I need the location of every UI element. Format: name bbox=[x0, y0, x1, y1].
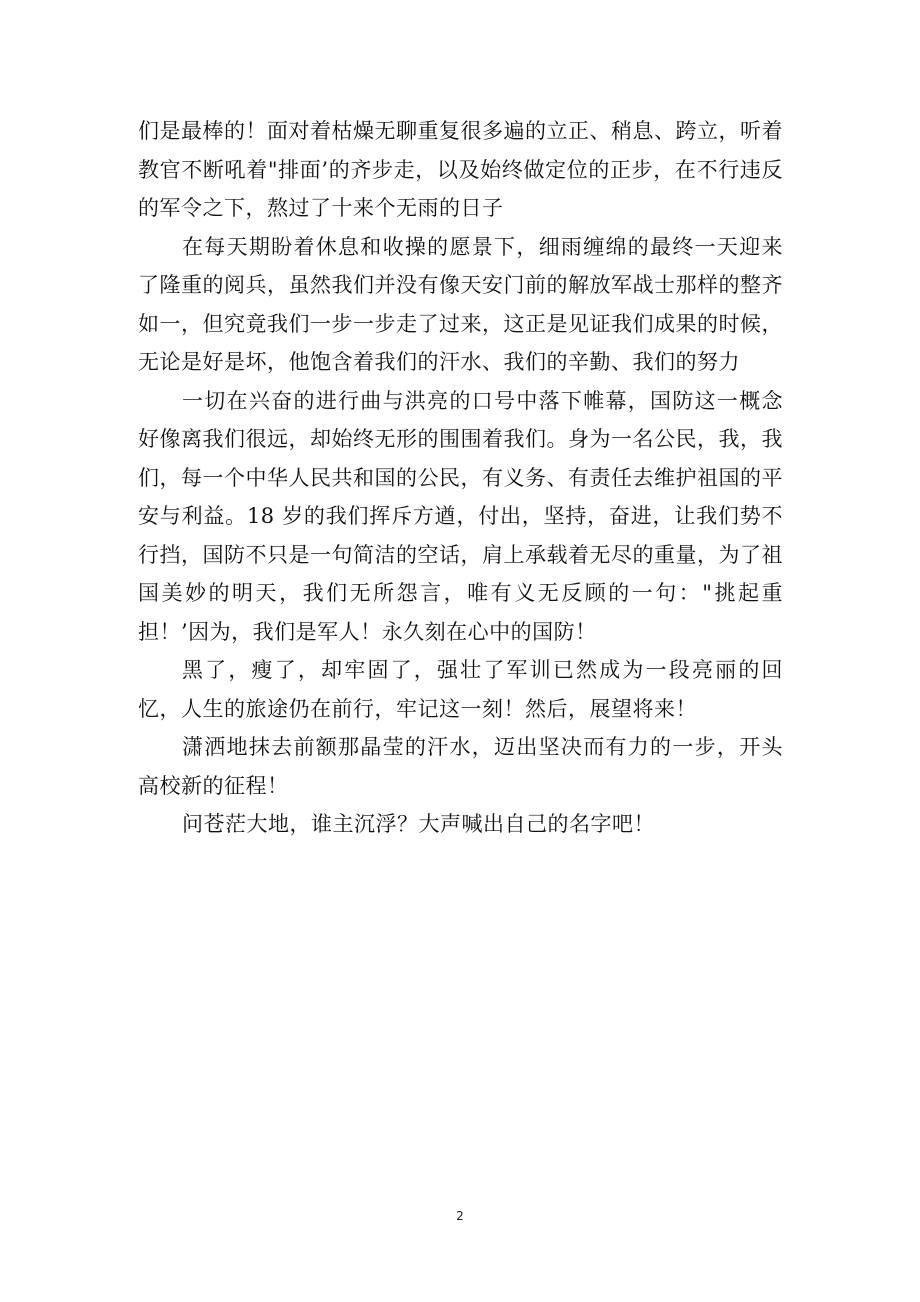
paragraph-national-defense: 一切在兴奋的进行曲与洪亮的口号中落下帷幕，国防这一概念好像离我们很远，却始终无形的围围着我们。身为一名公民，我，我们，每一个中华人民共和国的公民，有义务、有责任去维护祖国的平安与利益。18 岁的我们挥斥方遒，付出，坚持，奋进，让我们势不行挡，国防不只是一句简洁的空话，肩上承载着无尽的重量，为了祖国美妙的明天，我们无所怨言，唯有义无反顾的一句："挑起重担！’因为，我们是军人！永久刻在心中的国防！ bbox=[138, 388, 783, 644]
page-number: 2 bbox=[456, 1209, 464, 1223]
paragraph-new-journey: 潇洒地抹去前额那晶莹的汗水，迈出坚决而有力的一步，开头高校新的征程！ bbox=[138, 735, 783, 798]
paragraph-memory: 黑了，瘦了，却牢固了，强壮了军训已然成为一段亮丽的回忆，人生的旅途仍在前行，牢记这一刻！然后，展望将来！ bbox=[138, 658, 783, 721]
paragraph-parade: 在每天期盼着休息和收操的愿景下，细雨缠绵的最终一天迎来了隆重的阅兵，虽然我们并没有像天安门前的解放军战士那样的整齐如一，但究竟我们一步一步走了过来，这正是见证我们成果的时候，无论是好是坏，他饱含着我们的汗水、我们的辛勤、我们的努力 bbox=[138, 234, 783, 374]
paragraph-continuation: 们是最棒的！面对着枯燥无聊重复很多遍的立正、稍息、跨立，听着教官不断吼着"排面’的齐步走，以及始终做定位的正步，在不行违反的军令之下，熬过了十来个无雨的日子 bbox=[138, 119, 783, 220]
document-body bbox=[138, 112, 783, 844]
paragraph-closing: 问苍茫大地，谁主沉浮？大声喊出自己的名字吧！ bbox=[182, 812, 655, 836]
